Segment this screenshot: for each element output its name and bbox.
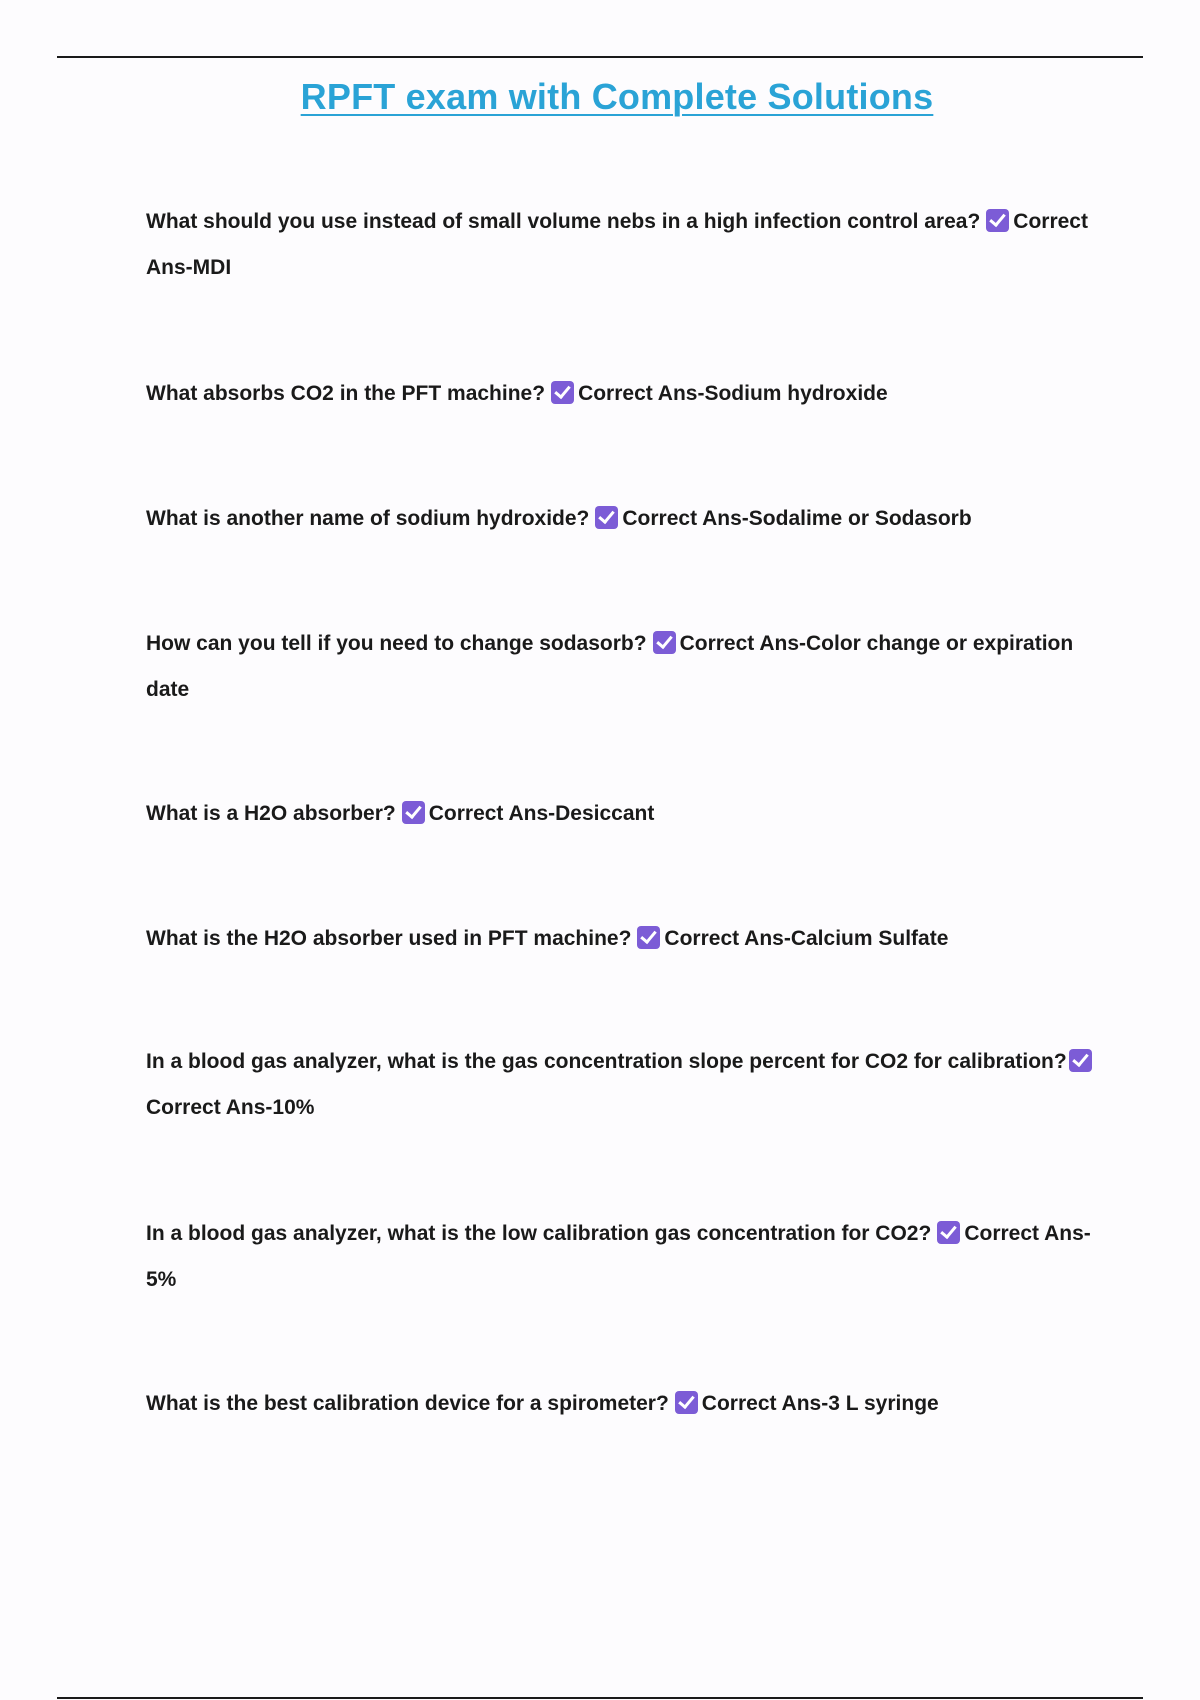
qa-item-9 [146,1381,1096,1427]
question-text: What absorbs CO2 in the PFT machine? [146,382,546,405]
answer-text: Correct Ans-3 L syringe [701,1392,939,1415]
qa-item-2 [146,371,1096,417]
answer-text: Correct Ans-Sodium hydroxide [578,382,888,405]
question-text: What should you use instead of small volume nebs in a high infection control area? [146,210,981,233]
checkbox-checked-icon [595,506,618,529]
question-text: In a blood gas analyzer, what is the low calibration gas concentration for CO2? [146,1222,932,1245]
checkbox-checked-icon [1069,1049,1092,1072]
document-title: RPFT exam with Complete Solutions [300,76,934,117]
question-text: In a blood gas analyzer, what is the gas concentration slope percent for CO2 for calibration? [146,1050,1067,1073]
answer-text: Correct Ans-5% [146,1222,1091,1291]
answer-text: Correct Ans-MDI [146,210,1088,279]
qa-item-1 [146,199,1096,291]
answer-text: Correct Ans-Color change or expiration date [146,632,1074,701]
answer-text: Correct Ans-Sodalime or Sodasorb [622,507,972,530]
top-divider [57,56,1143,58]
qa-item-8 [146,1211,1096,1303]
question-text: What is the best calibration device for a spirometer? [146,1392,669,1415]
qa-item-5 [146,791,1096,837]
checkbox-checked-icon [653,631,676,654]
question-text: What is a H2O absorber? [146,802,396,825]
checkbox-checked-icon [637,926,660,949]
checkbox-checked-icon [402,801,425,824]
checkbox-checked-icon [675,1391,698,1414]
answer-text: Correct Ans-Calcium Sulfate [664,927,949,950]
answer-text: Correct Ans-Desiccant [428,802,655,825]
question-text: What is the H2O absorber used in PFT machine? [146,927,632,950]
qa-item-3 [146,496,1096,542]
checkbox-checked-icon [986,209,1009,232]
answer-text: Correct Ans-10% [146,1096,315,1119]
question-text: How can you tell if you need to change sodasorb? [146,632,647,655]
qa-item-7 [146,1039,1096,1131]
checkbox-checked-icon [937,1221,960,1244]
question-text: What is another name of sodium hydroxide? [146,507,590,530]
bottom-divider [57,1697,1143,1699]
qa-item-4 [146,621,1096,713]
checkbox-checked-icon [551,381,574,404]
qa-item-6 [146,916,1096,962]
